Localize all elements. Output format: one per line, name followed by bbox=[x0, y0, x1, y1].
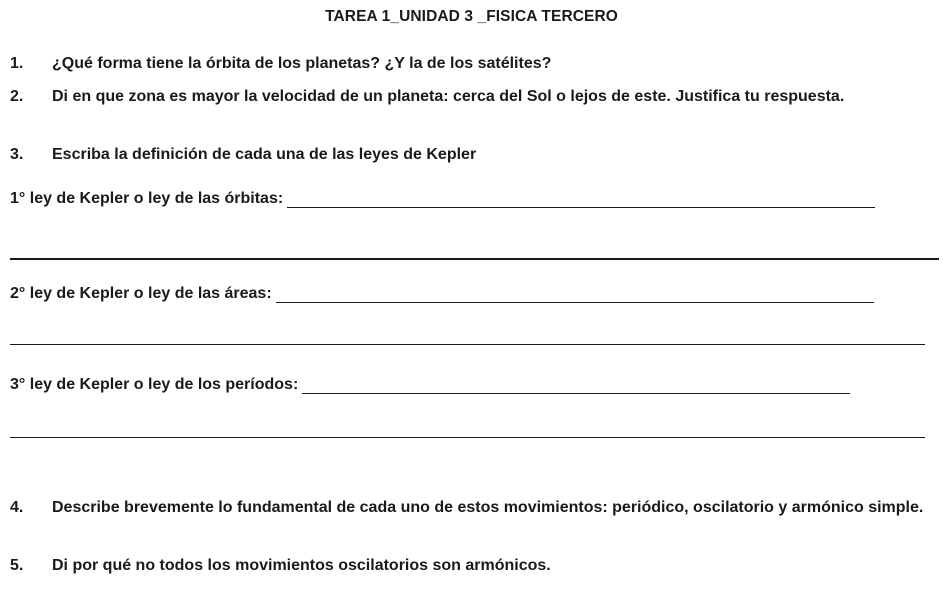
law-2-row bbox=[10, 285, 874, 303]
question-number: 1. bbox=[10, 55, 24, 72]
law-3-answer-line[interactable] bbox=[302, 379, 850, 394]
question-number: 4. bbox=[10, 499, 24, 516]
question-2 bbox=[10, 84, 935, 109]
law-2-label: 2° ley de Kepler o ley de las áreas: bbox=[10, 285, 272, 302]
question-text: Di en que zona es mayor la velocidad de un planeta: cerca del Sol o lejos de este. Justifica tu respuesta. bbox=[52, 88, 845, 105]
page-title: TAREA 1_UNIDAD 3 _FISICA TERCERO bbox=[325, 8, 618, 25]
question-text: ¿Qué forma tiene la órbita de los planetas? ¿Y la de los satélites? bbox=[52, 55, 552, 72]
question-3 bbox=[10, 142, 930, 167]
law-3-label: 3° ley de Kepler o ley de los períodos: bbox=[10, 376, 299, 393]
question-4 bbox=[10, 495, 935, 520]
question-number: 3. bbox=[10, 146, 24, 163]
question-5 bbox=[10, 553, 930, 578]
law-1-label: 1° ley de Kepler o ley de las órbitas: bbox=[10, 190, 284, 207]
question-text: Escriba la definición de cada una de las leyes de Kepler bbox=[52, 146, 477, 163]
law-1-answer-line[interactable] bbox=[287, 193, 875, 208]
divider-line bbox=[10, 258, 939, 260]
question-text: Describe brevemente lo fundamental de cada uno de estos movimientos: periódico, oscilatorio y armónico simple. bbox=[52, 499, 924, 516]
law-3-answer-line-2[interactable] bbox=[10, 437, 925, 438]
question-1 bbox=[10, 51, 930, 76]
question-number: 2. bbox=[10, 88, 24, 105]
question-text: Di por qué no todos los movimientos oscilatorios son armónicos. bbox=[52, 557, 551, 574]
law-2-answer-line-2[interactable] bbox=[10, 344, 925, 345]
law-3-row bbox=[10, 376, 850, 394]
law-2-answer-line[interactable] bbox=[276, 288, 874, 303]
question-number: 5. bbox=[10, 557, 24, 574]
law-1-row bbox=[10, 190, 875, 208]
